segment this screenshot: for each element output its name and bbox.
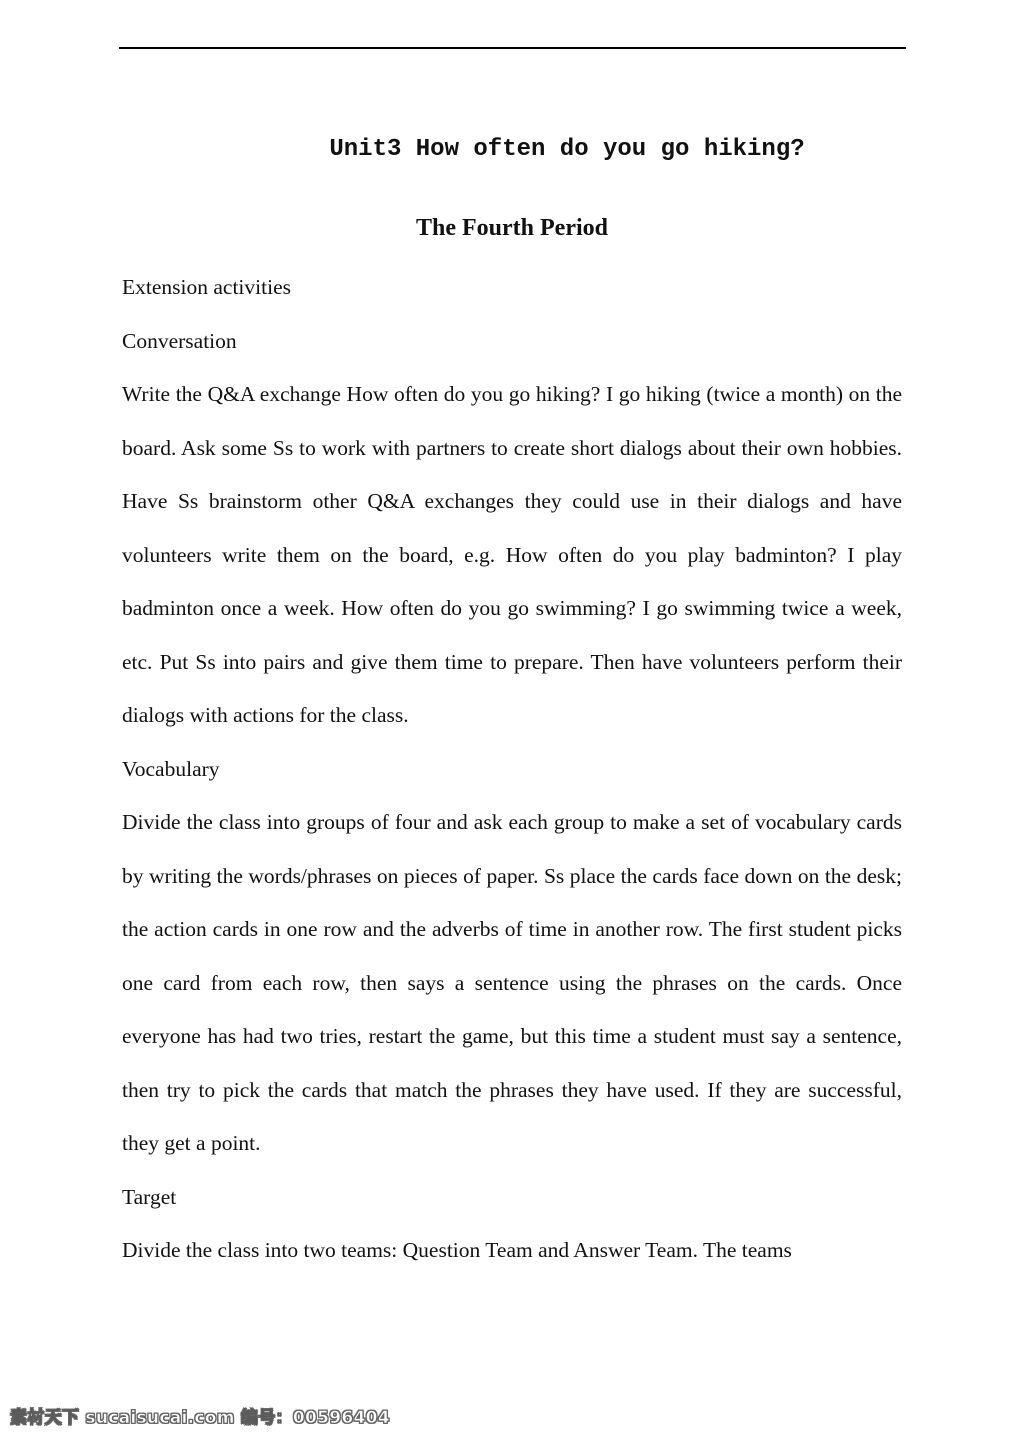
section-heading-target: Target [122, 1184, 177, 1209]
document-title: Unit3 How often do you go hiking? [329, 136, 805, 163]
section-heading-extension: Extension activities [122, 275, 291, 299]
vocabulary-paragraph: Divide the class into groups of four and ask each group to make a set of vocabulary cards by writing the words/phrases on pieces of paper. Ss place the cards face down on the desk; the action cards in one row and the adverbs of time in another row. The first student picks one card from each row, then says a sentence using the phrases on the cards. Once everyone has had two tries, restart the game, but this time a student must say a sentence, then try to pick the cards that match the phrases they have used. If they are successful, they get a point. [122, 810, 902, 1155]
header-rule [119, 47, 906, 49]
section-heading-vocabulary: Vocabulary [122, 756, 220, 781]
conversation-paragraph: Write the Q&A exchange How often do you go hiking? I go hiking (twice a month) on the board. Ask some Ss to work with partners to create short dialogs about their own hobbies. Have Ss brainstorm other Q&A exchanges they could use in their dialogs and have volunteers write them on the board, e.g. How often do you play badminton? I play badminton once a week. How often do you go swimming? I go swimming twice a week, etc. Put Ss into pairs and give them time to prepare. Then have volunteers perform their dialogs with actions for the class. [122, 382, 902, 727]
document-body [122, 261, 902, 1278]
watermark: 素材天下 sucaisucai.com 编号：00596404 [10, 1408, 390, 1428]
period-title: The Fourth Period [416, 215, 608, 241]
section-heading-conversation: Conversation [122, 328, 237, 353]
target-paragraph: Divide the class into two teams: Question Team and Answer Team. The teams [122, 1238, 792, 1262]
